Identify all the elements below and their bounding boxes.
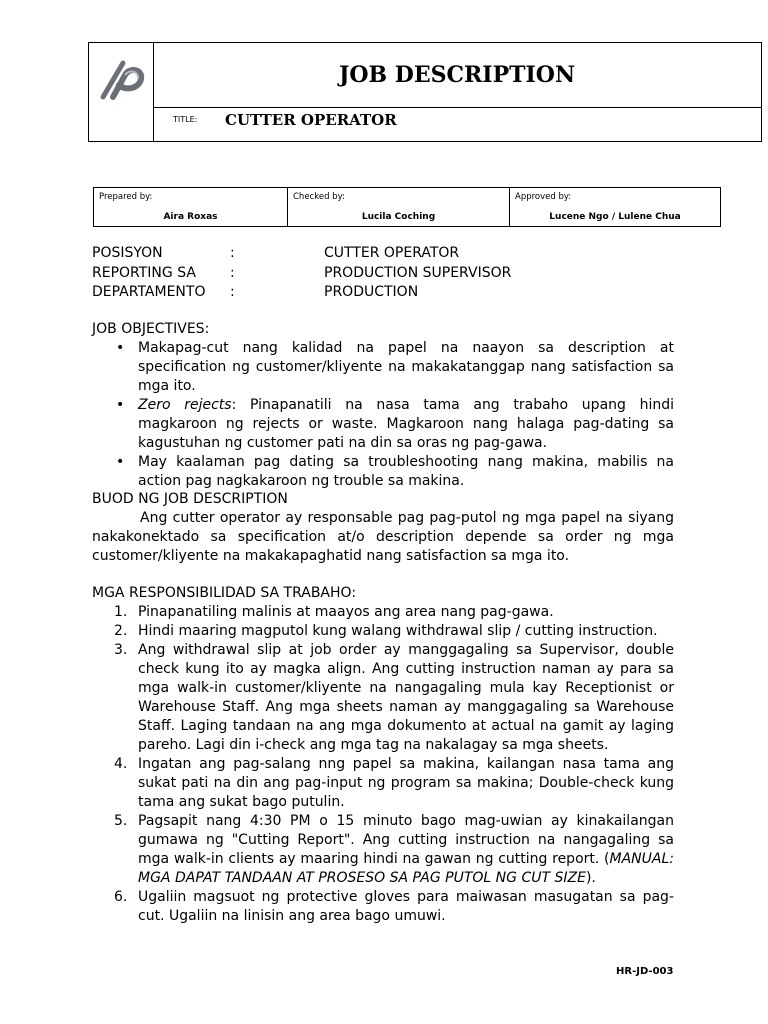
responsibilities-section: [92, 584, 674, 926]
approved-by-cell: [510, 188, 720, 226]
item-text: Pinapanatiling malinis at maayos ang area nang pag-gawa.: [138, 604, 554, 620]
item-text-after: ).: [585, 870, 596, 886]
approved-by-name: Lucene Ngo / Lulene Chua: [549, 212, 681, 222]
item-text: May kaalaman pag dating sa troubleshooting nang makina, mabilis na action pag nagkakaroon ng trouble sa makina.: [138, 454, 674, 489]
position-info: [92, 244, 511, 303]
list-item: [138, 339, 674, 396]
title-value: CUTTER OPERATOR: [225, 111, 397, 129]
logo-cell: [89, 43, 154, 141]
info-colon: :: [230, 264, 235, 281]
document-title: JOB DESCRIPTION: [338, 62, 576, 88]
summary-section: [92, 490, 674, 566]
item-text: : Pinapanatili na nasa tama ang trabaho upang hindi magkaroon ng rejects or waste. Magkaroon nang halaga pag-dating sa kagustuhan ng customer pati na din sa oras ng pag-gawa.: [138, 397, 675, 451]
item-number: 3.: [114, 642, 128, 658]
title-cell: [153, 43, 761, 108]
prepared-by-label: Prepared by:: [99, 192, 153, 202]
approved-by-label: Approved by:: [515, 192, 572, 202]
position-title-cell: [153, 107, 761, 141]
item-text: Makapag-cut nang kalidad na papel na naayon sa description at specification ng customer/kliyente na makakatanggap nang satisfaction sa mga ito.: [138, 340, 674, 394]
summary-heading: BUOD NG JOB DESCRIPTION: [92, 491, 288, 507]
item-number: 2.: [114, 623, 128, 639]
objectives-heading: JOB OBJECTIVES:: [92, 321, 210, 337]
signatures-table: [93, 187, 721, 227]
objectives-section: [92, 320, 674, 491]
item-number: 1.: [114, 604, 128, 620]
info-row-departamento: [92, 283, 511, 303]
info-colon: :: [230, 284, 235, 300]
list-item: [138, 396, 674, 453]
item-number: 4.: [114, 756, 128, 772]
responsibilities-list: [92, 603, 674, 926]
info-value: PRODUCTION SUPERVISOR: [324, 264, 512, 281]
info-key: DEPARTAMENTO: [92, 284, 206, 300]
list-item: [114, 622, 674, 641]
checked-by-cell: [288, 188, 510, 226]
prepared-by-cell: [94, 188, 288, 226]
item-emphasis: MANUAL: MGA DAPAT TANDAAN AT PROSESO SA PAG PUTOL NG CUT SIZE: [138, 851, 674, 886]
list-item: [114, 641, 674, 755]
info-key: REPORTING SA: [92, 264, 196, 281]
info-colon: :: [230, 245, 235, 261]
objectives-list: [92, 339, 674, 491]
title-label: TITLE:: [173, 115, 198, 124]
prepared-by-name: Aira Roxas: [163, 212, 218, 222]
list-item: [138, 453, 674, 491]
item-emphasis: Zero rejects: [138, 397, 232, 413]
list-item: [114, 755, 674, 812]
document-code: HR-JD-003: [616, 966, 674, 977]
item-text: Ugaliin magsuot ng protective gloves para maiwasan masugatan sa pag-cut. Ugaliin na linisin ang area bago umuwi.: [138, 889, 674, 924]
list-item: [114, 603, 674, 622]
info-key: POSISYON: [92, 245, 163, 261]
item-number: 6.: [114, 889, 128, 905]
header-box: [88, 42, 762, 142]
info-value: CUTTER OPERATOR: [324, 245, 460, 261]
info-row-reporting: [92, 264, 511, 284]
responsibilities-heading: MGA RESPONSIBILIDAD SA TRABAHO:: [92, 585, 357, 601]
item-text: Ingatan ang pag-salang nng papel sa makina, kailangan nasa tama ang sukat pati na din ang pag-input ng program sa makina; Double-check kung tama ang sukat bago putulin.: [138, 756, 674, 810]
checked-by-name: Lucila Coching: [361, 212, 436, 222]
summary-text: Ang cutter operator ay responsable pag pag-putol ng mga papel na siyang nakakonektado sa specification at/o description depende sa order ng mga customer/kliyente na makakapaghatid nang satisfaction sa mga ito.: [92, 510, 674, 564]
info-row-posisyon: [92, 244, 511, 264]
item-text: Ang withdrawal slip at job order ay manggagaling sa Supervisor, double check kung ito ay magka align. Ang cutting instruction naman ay para sa mga walk-in customer/kliyente na nangagaling mula kay Receptionist or Warehouse Staff. Ang mga sheets naman ay manggagaling sa Warehouse Staff. Laging tandaan na ang mga dokumento at actual na gamit ay laging pareho. Lagi din i-check ang mga tag na nakalagay sa mga sheets.: [138, 642, 674, 753]
list-item: [114, 812, 674, 888]
item-text: Hindi maaring magputol kung walang withdrawal slip / cutting instruction.: [138, 623, 658, 639]
item-number: 5.: [114, 813, 128, 829]
company-logo-icon: [95, 53, 147, 105]
list-item: [114, 888, 674, 926]
checked-by-label: Checked by:: [293, 192, 345, 202]
item-text: Pagsapit nang 4:30 PM o 15 minuto bago mag-uwian ay kinakailangan gumawa ng "Cutting Report". Ang cutting instruction na nangagaling sa mga walk-in clients ay maaring hindi na gawan ng cutting report. (: [138, 813, 674, 867]
info-value: PRODUCTION: [324, 284, 419, 300]
